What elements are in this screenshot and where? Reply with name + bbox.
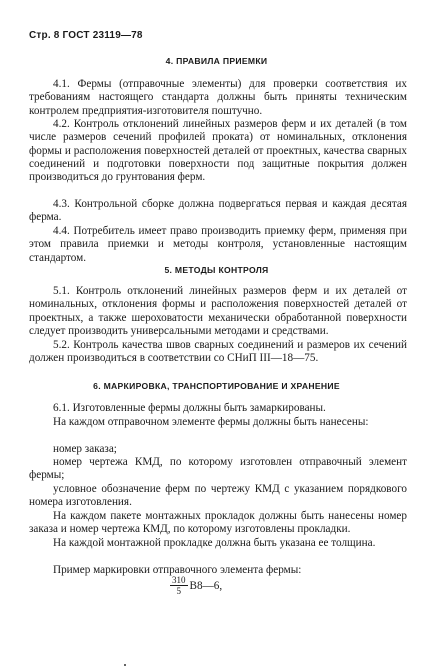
page-header: Стр. 8 ГОСТ 23119—78 bbox=[29, 30, 143, 41]
list-item-truss-designation: условное обозначение ферм по чертежу КМД с указанием порядкового номера изготовления. bbox=[29, 483, 407, 509]
paragraph-6-intro: На каждом отправочном элементе фермы должны быть нанесены: bbox=[53, 416, 369, 428]
paragraph-5-1: 5.1. Контроль отклонений линейных размеров ферм и их деталей от номинальных, отклонения формы и расположения поверхностей деталей от проектных, а также шероховатости механически обработанной поверхности следует производить универсальными методами и средствами. bbox=[29, 285, 407, 337]
paragraph-marking-example: Пример маркировки отправочного элемента фермы: bbox=[53, 564, 302, 576]
list-item-kmd-drawing: номер чертежа КМД, по которому изготовлен отправочный элемент фермы; bbox=[29, 456, 407, 482]
paragraph-4-1: 4.1. Фермы (отправочные элементы) для проверки соответствия их требованиям настоящего стандарта должны быть приняты техническим контролем предприятия-изготовителя поштучно. bbox=[29, 78, 407, 117]
paragraph-packing-marking: На каждом пакете монтажных прокладок должны быть нанесены номер заказа и номер чертежа КМД, по которому изготовлены прокладки. bbox=[29, 510, 407, 536]
formula-fraction bbox=[170, 575, 188, 596]
paragraph-6-1: 6.1. Изготовленные фермы должны быть замаркированы. bbox=[53, 402, 326, 414]
section-6-title: 6. МАРКИРОВКА, ТРАНСПОРТИРОВАНИЕ И ХРАНЕНИЕ bbox=[93, 381, 340, 391]
list-item-order-number: номер заказа; bbox=[53, 443, 117, 455]
marking-example-formula bbox=[170, 575, 222, 596]
paragraph-4-3: 4.3. Контрольной сборке должна подвергаться первая и каждая десятая ферма. bbox=[29, 198, 407, 224]
formula-numerator: 310 bbox=[172, 575, 186, 585]
section-5-title: 5. МЕТОДЫ КОНТРОЛЯ bbox=[164, 265, 269, 275]
paragraph-4-2: 4.2. Контроль отклонений линейных размеров ферм и их деталей (в том числе размеров сечений профилей проката) от номинальных, отклонения формы и расположения поверхностей деталей от проектных, качества сварных соединений и подготовки поверхности под защитные покрытия должен производиться до грунтования ферм. bbox=[29, 118, 407, 184]
formula-denominator: 5 bbox=[176, 586, 181, 596]
formula-suffix: В8—6, bbox=[189, 579, 223, 592]
paragraph-shim-thickness: На каждой монтажной прокладке должна быть указана ее толщина. bbox=[53, 537, 376, 549]
scan-speck bbox=[124, 664, 126, 666]
paragraph-5-2: 5.2. Контроль качества швов сварных соединений и размеров их сечений должен производиться в соответствии со СНиП III—18—75. bbox=[29, 339, 407, 365]
paragraph-4-4: 4.4. Потребитель имеет право производить приемку ферм, применяя при этом правила приемки и методы контроля, установленные настоящим стандартом. bbox=[29, 225, 407, 264]
section-4-title: 4. ПРАВИЛА ПРИЕМКИ bbox=[165, 56, 268, 66]
